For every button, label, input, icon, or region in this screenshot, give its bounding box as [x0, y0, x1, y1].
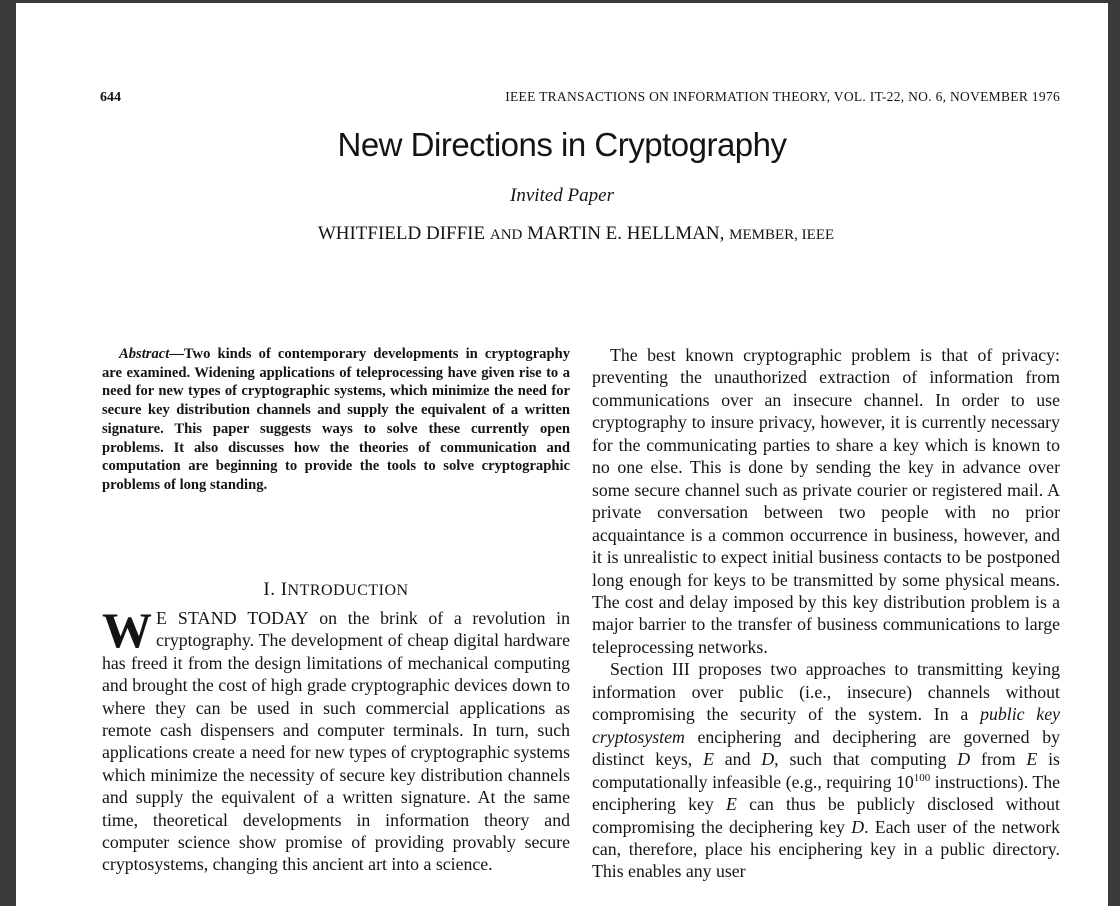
introduction-text: on the brink of a revolution in cryptography. The development of cheap digital hardware has freed it from the design limitations of mechanical computing and brought the cost of high grade cryptographic devices down to where they can be used in such commercial applications as remote cash dispensers and computer terminals. In turn, such applications create a need for new types of cryptographic systems which minimize the necessity of secure key distribution channels and supply the equivalent of a written signature. At the same time, theoretical developments in information theory and computer science show promise of providing provably secure cryptosystems, changing this ancient art into a science.	[102, 608, 570, 875]
introduction-paragraph	[102, 602, 570, 876]
abstract-label: Abstract	[119, 346, 170, 362]
section-heading-introduction	[102, 579, 570, 601]
right-column	[592, 344, 1060, 883]
public-key-paragraph: Section III proposes two approaches to transmitting keying information over public (i.e., insecure) channels without compromising the security of the system. In a public key cryptosystem enciphering and deciphering are governed by distinct keys, E and D, such that computing D from E is computationally infeasible (e.g., requiring $10^{100}$ instructions). The enciphering key E can thus be publicly disclosed without compromising the deciphering key D. Each user of the network can, therefore, place his enciphering key in a public directory. This enables any user	[592, 659, 1060, 882]
section-title-cap: I	[280, 579, 288, 600]
exponent: 100	[913, 771, 931, 784]
page-number: 644	[100, 90, 121, 105]
lead-in: E STAND TODAY	[156, 608, 309, 628]
section-numeral: I.	[263, 579, 276, 600]
author-hellman: MARTIN E. HELLMAN,	[527, 223, 725, 244]
public-key-term: public key cryptosystem	[592, 704, 1060, 747]
author-diffie: WHITFIELD DIFFIE	[317, 223, 486, 244]
abstract-text: —Two kinds of contemporary developments in cryptography are examined. Widening applications of teleprocessing have given rise to a need for new types of cryptographic systems, which minimize the need for secure key distribution channels and supply the equivalent of a written signature. This paper suggests ways to solve these currently open problems. It also discusses how the theories of communication and computation are beginning to provide the tools to solve cryptographic problems of long standing.	[102, 346, 570, 493]
paper-title: New Directions in Cryptography	[337, 126, 787, 163]
running-head: IEEE TRANSACTIONS ON INFORMATION THEORY, VOL. IT-22, NO. 6, NOVEMBER 1976	[505, 89, 1060, 104]
privacy-paragraph: The best known cryptographic problem is that of privacy: preventing the unauthorized extraction of information from communications over an insecure channel. In order to use cryptography to insure privacy, however, it is currently necessary for the communicating parties to share a key which is known to no one else. This is done by sending the key in advance over some secure channel such as private courier or registered mail. A private conversation between two people with no prior acquaintance is a common occurrence in business, however, and it is unrealistic to expect initial business contacts to be postponed long enough for keys to be transmitted by some physical means. The cost and delay imposed by this key distribution problem is a major barrier to the transfer of business communications to large teleprocessing networks.	[592, 345, 1060, 657]
abstract	[102, 345, 570, 495]
paper-subtitle: Invited Paper	[510, 185, 614, 206]
author-conjunction: AND	[489, 227, 523, 243]
drop-cap: W	[102, 602, 152, 658]
section-title-rest: NTRODUCTION	[287, 582, 409, 599]
paper-page	[16, 3, 1108, 906]
author-affiliation: MEMBER, IEEE	[729, 227, 835, 243]
author-line	[16, 223, 1108, 245]
